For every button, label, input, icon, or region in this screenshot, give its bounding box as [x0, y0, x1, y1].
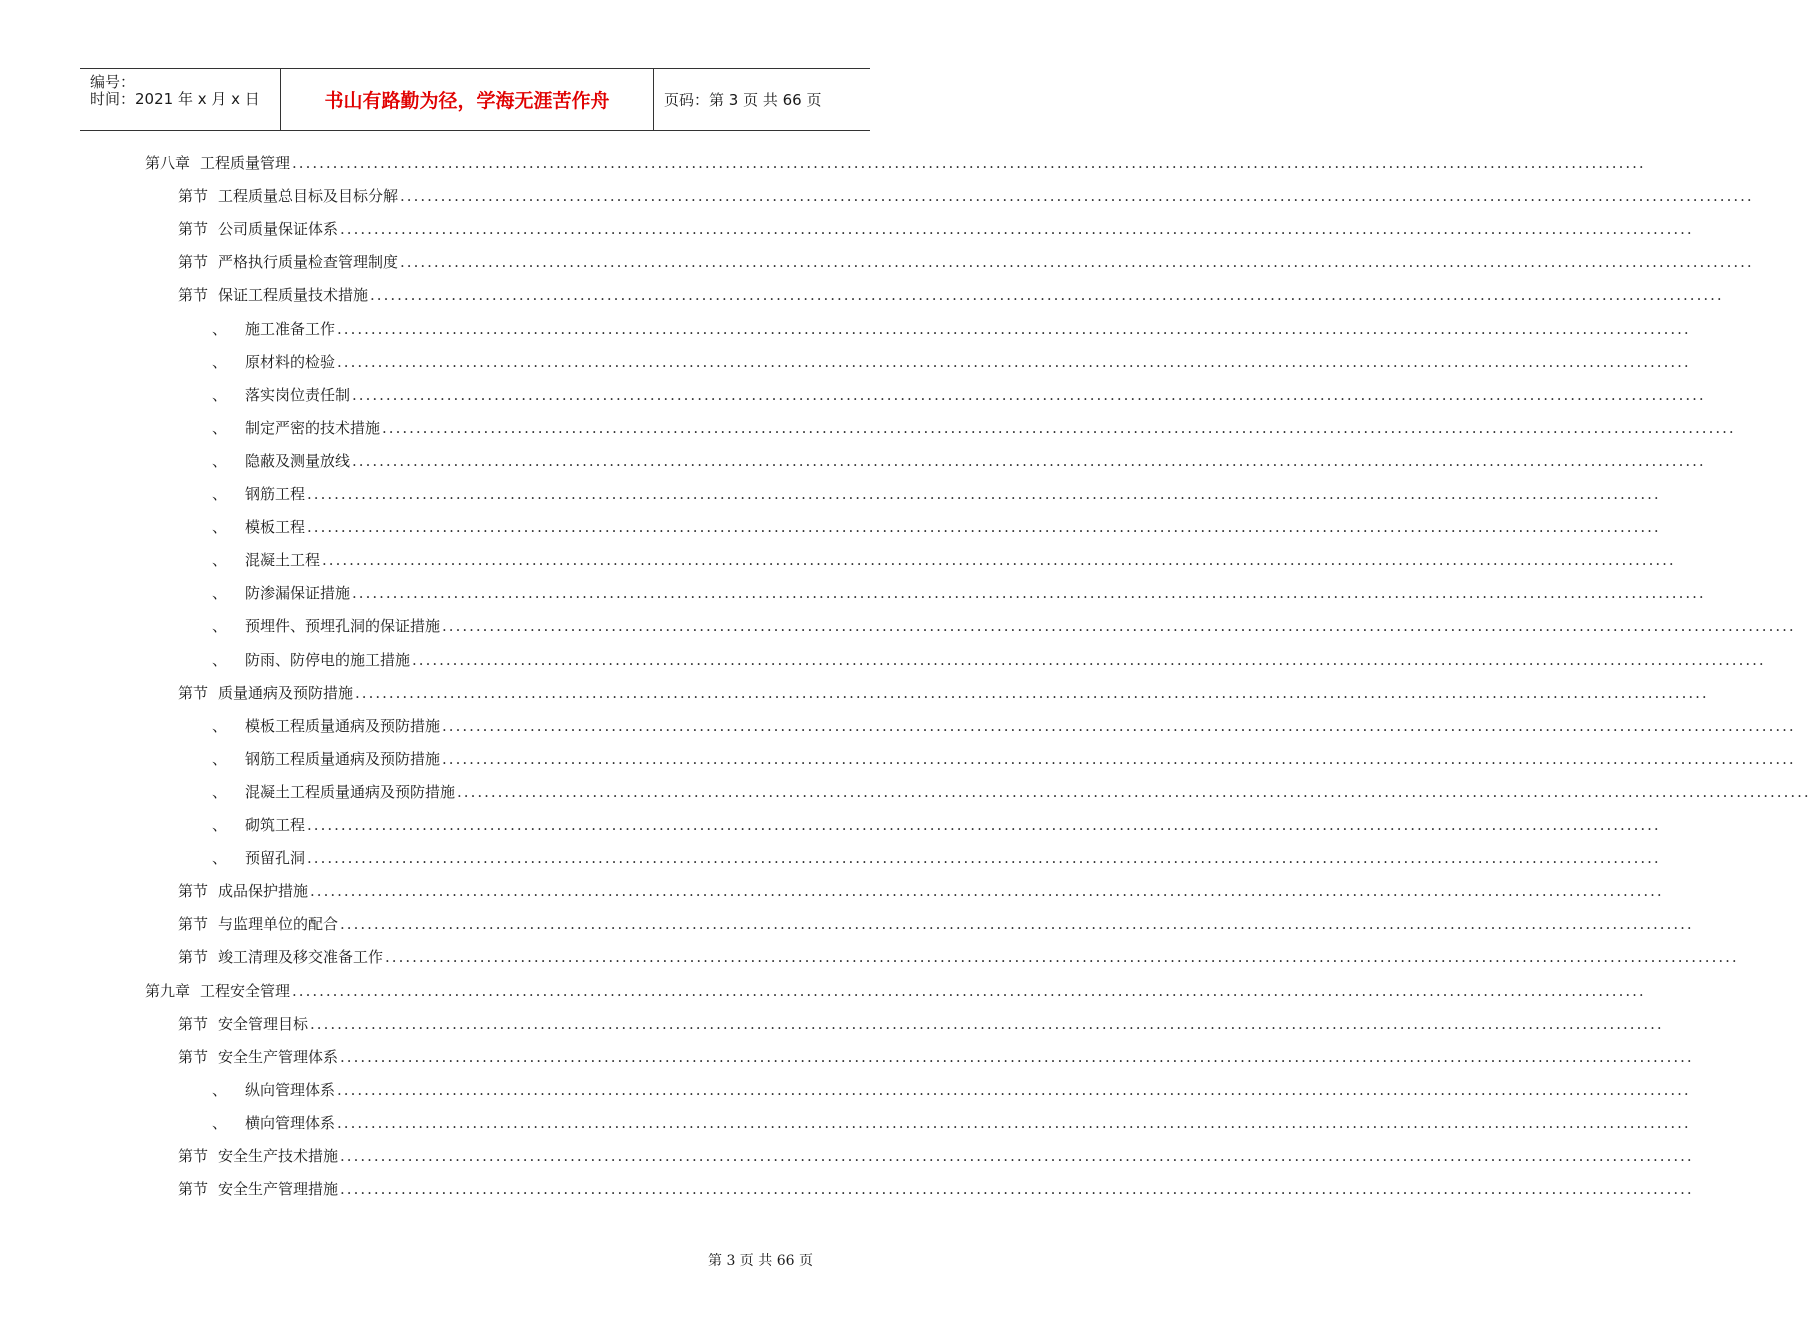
time-text: 时间：2021 年 x 月 x 日	[90, 90, 260, 108]
toc-entry[interactable]	[212, 781, 1811, 805]
toc-leader-dots: ........................................................................................................................................................................................................	[412, 650, 1766, 669]
toc-leader-dots: ........................................................................................................................................................................................................	[340, 1047, 1694, 1066]
toc-entry-prefix: 第八章	[145, 154, 191, 172]
toc-entry[interactable]	[178, 251, 1754, 275]
toc-entry-title: 工程质量总目标及目标分解	[218, 187, 399, 206]
toc-leader-dots: ........................................................................................................................................................................................................	[292, 981, 1646, 1000]
toc-entry[interactable]	[145, 980, 1646, 1004]
toc-leader-dots: ........................................................................................................................................................................................................	[307, 485, 1661, 503]
toc-entry[interactable]	[212, 417, 1736, 441]
toc-entry-prefix: 、	[212, 716, 228, 735]
toc-leader-dots: ........................................................................................................................................................................................................	[382, 418, 1736, 437]
toc-entry-title: 砌筑工程	[245, 816, 306, 834]
toc-entry-title: 隐蔽及测量放线	[245, 451, 351, 470]
toc-leader-dots: ........................................................................................................................................................................................................	[340, 220, 1694, 239]
toc-leader-dots: ........................................................................................................................................................................................................	[337, 352, 1691, 371]
toc-leader-dots: ........................................................................................................................................................................................................	[352, 451, 1706, 470]
toc-entry-prefix: 第节	[178, 948, 209, 967]
toc-entry-title: 钢筋工程质量通病及预防措施	[245, 749, 441, 768]
toc-entry[interactable]	[178, 1046, 1694, 1070]
toc-leader-dots: ........................................................................................................................................................................................................	[400, 187, 1754, 206]
toc-leader-dots: ........................................................................................................................................................................................................	[442, 716, 1796, 735]
toc-entry-title: 模板工程质量通病及预防措施	[245, 716, 441, 735]
toc-entry-title: 施工准备工作	[245, 319, 336, 338]
toc-leader-dots: ........................................................................................................................................................................................................	[340, 1180, 1694, 1199]
toc-entry[interactable]	[212, 847, 1661, 871]
toc-entry[interactable]	[178, 913, 1694, 937]
toc-entry[interactable]	[178, 1178, 1694, 1202]
toc-leader-dots: ........................................................................................................................................................................................................	[400, 253, 1754, 272]
toc-leader-dots: ........................................................................................................................................................................................................	[442, 749, 1796, 768]
toc-leader-dots: ........................................................................................................................................................................................................	[292, 154, 1646, 172]
toc-entry-prefix: 、	[212, 319, 228, 338]
toc-leader-dots: ........................................................................................................................................................................................................	[352, 385, 1706, 404]
toc-leader-dots: ........................................................................................................................................................................................................	[307, 518, 1661, 537]
toc-leader-dots: ........................................................................................................................................................................................................	[370, 286, 1724, 305]
toc-entry[interactable]	[212, 549, 1676, 573]
toc-entry-title: 安全管理目标	[218, 1014, 309, 1033]
toc-leader-dots: ........................................................................................................................................................................................................	[340, 915, 1694, 934]
page-header	[80, 68, 870, 131]
toc-entry-prefix: 、	[212, 782, 228, 801]
toc-leader-dots: ........................................................................................................................................................................................................	[337, 1113, 1691, 1132]
toc-leader-dots: ........................................................................................................................................................................................................	[307, 816, 1661, 834]
toc-leader-dots: ........................................................................................................................................................................................................	[340, 1147, 1694, 1165]
toc-entry[interactable]	[212, 715, 1796, 739]
toc-entry-title: 混凝土工程质量通病及预防措施	[245, 782, 456, 801]
toc-entry-title: 混凝土工程	[245, 551, 321, 570]
toc-leader-dots: ........................................................................................................................................................................................................	[352, 584, 1706, 603]
toc-entry-prefix: 第节	[178, 1047, 209, 1066]
toc-entry-title: 工程质量管理	[200, 154, 291, 172]
toc-entry-prefix: 第节	[178, 1014, 209, 1033]
header-motto: 书山有路勤为径，学海无涯苦作舟	[281, 69, 654, 130]
toc-leader-dots: ........................................................................................................................................................................................................	[310, 1014, 1664, 1033]
toc-entry-prefix: 第九章	[145, 981, 191, 1000]
toc-entry-prefix: 、	[212, 485, 228, 503]
toc-entry-title: 钢筋工程	[245, 485, 306, 503]
toc-entry-title: 公司质量保证体系	[218, 220, 339, 239]
toc-entry-title: 严格执行质量检查管理制度	[218, 253, 399, 272]
toc-entry-title: 纵向管理体系	[245, 1080, 336, 1099]
toc-entry[interactable]	[178, 185, 1754, 209]
toc-entry[interactable]	[212, 582, 1706, 606]
toc-entry-title: 制定严密的技术措施	[245, 418, 381, 437]
toc-entry-title: 预埋件、预埋孔洞的保证措施	[245, 617, 441, 636]
toc-entry-title: 横向管理体系	[245, 1113, 336, 1132]
toc-entry[interactable]	[178, 682, 1709, 706]
toc-entry-prefix: 、	[212, 1113, 228, 1132]
toc-leader-dots: ........................................................................................................................................................................................................	[307, 849, 1661, 868]
toc-entry-prefix: 第节	[178, 220, 209, 239]
toc-entry-title: 工程安全管理	[200, 981, 291, 1000]
toc-entry-prefix: 、	[212, 749, 228, 768]
toc-leader-dots: ........................................................................................................................................................................................................	[457, 782, 1811, 801]
toc-leader-dots: ........................................................................................................................................................................................................	[385, 948, 1739, 967]
toc-entry-prefix: 第节	[178, 915, 209, 934]
toc-entry-prefix: 、	[212, 617, 228, 636]
toc-entry-prefix: 第节	[178, 882, 209, 901]
toc-entry-title: 成品保护措施	[218, 882, 309, 901]
toc-leader-dots: ........................................................................................................................................................................................................	[322, 551, 1676, 570]
toc-entry-title: 防渗漏保证措施	[245, 584, 351, 603]
serial-label: 编号：	[90, 73, 136, 91]
toc-entry[interactable]	[212, 483, 1661, 507]
toc-entry[interactable]	[212, 748, 1796, 772]
toc-entry-title: 质量通病及预防措施	[218, 683, 354, 702]
toc-entry-prefix: 第节	[178, 1180, 209, 1199]
toc-entry[interactable]	[145, 152, 1646, 176]
toc-entry-title: 防雨、防停电的施工措施	[245, 650, 411, 669]
toc-entry-title: 安全生产管理措施	[218, 1180, 339, 1199]
header-page-number: 页码：第 3 页 共 66 页	[664, 91, 822, 109]
toc-entry[interactable]	[212, 450, 1706, 474]
toc-entry[interactable]	[178, 880, 1664, 904]
toc-entry-title: 安全生产技术措施	[218, 1147, 339, 1165]
toc-entry-prefix: 、	[212, 849, 228, 868]
toc-entry-prefix: 、	[212, 518, 228, 537]
toc-leader-dots: ........................................................................................................................................................................................................	[337, 1080, 1691, 1099]
footer-page-number: 第 3 页 共 66 页	[708, 1253, 813, 1269]
toc-entry-prefix: 第节	[178, 286, 209, 305]
toc-entry[interactable]	[212, 814, 1661, 838]
toc-leader-dots: ........................................................................................................................................................................................................	[310, 882, 1664, 901]
toc-entry[interactable]	[178, 1145, 1694, 1169]
toc-entry[interactable]	[212, 649, 1766, 673]
toc-entry-title: 安全生产管理体系	[218, 1047, 339, 1066]
toc-entry[interactable]	[212, 351, 1691, 375]
toc-entry-title: 原材料的检验	[245, 352, 336, 371]
toc-entry[interactable]	[178, 218, 1694, 242]
toc-entry-title: 保证工程质量技术措施	[218, 286, 369, 305]
toc-entry[interactable]	[212, 1079, 1691, 1103]
toc-entry-prefix: 、	[212, 584, 228, 603]
toc-leader-dots: ........................................................................................................................................................................................................	[442, 617, 1796, 636]
toc-entry[interactable]	[178, 1013, 1664, 1037]
toc-entry[interactable]	[178, 946, 1739, 970]
toc-entry[interactable]	[178, 284, 1724, 308]
toc-entry-prefix: 、	[212, 385, 228, 404]
toc-entry-title: 落实岗位责任制	[245, 385, 351, 404]
toc-entry-prefix: 、	[212, 650, 228, 669]
toc-entry[interactable]	[212, 1112, 1691, 1136]
toc-entry[interactable]	[212, 318, 1691, 342]
toc-entry-title: 模板工程	[245, 518, 306, 537]
toc-entry-prefix: 第节	[178, 1147, 209, 1165]
toc-entry-prefix: 、	[212, 352, 228, 371]
toc-entry-prefix: 、	[212, 816, 228, 834]
toc-entry-title: 预留孔洞	[245, 849, 306, 868]
toc-leader-dots: ........................................................................................................................................................................................................	[337, 319, 1691, 338]
toc-entry[interactable]	[212, 516, 1661, 540]
toc-leader-dots: ........................................................................................................................................................................................................	[355, 683, 1709, 702]
toc-entry-prefix: 、	[212, 551, 228, 570]
header-meta	[80, 69, 281, 130]
toc-entry-prefix: 、	[212, 451, 228, 470]
toc-entry[interactable]	[212, 615, 1796, 639]
toc-entry-prefix: 、	[212, 1080, 228, 1099]
toc-entry-prefix: 、	[212, 418, 228, 437]
toc-entry-prefix: 第节	[178, 683, 209, 702]
toc-entry-prefix: 第节	[178, 253, 209, 272]
toc-entry-title: 竣工清理及移交准备工作	[218, 948, 384, 967]
toc-entry-prefix: 第节	[178, 187, 209, 206]
toc-entry-title: 与监理单位的配合	[218, 915, 339, 934]
toc-entry[interactable]	[212, 384, 1706, 408]
